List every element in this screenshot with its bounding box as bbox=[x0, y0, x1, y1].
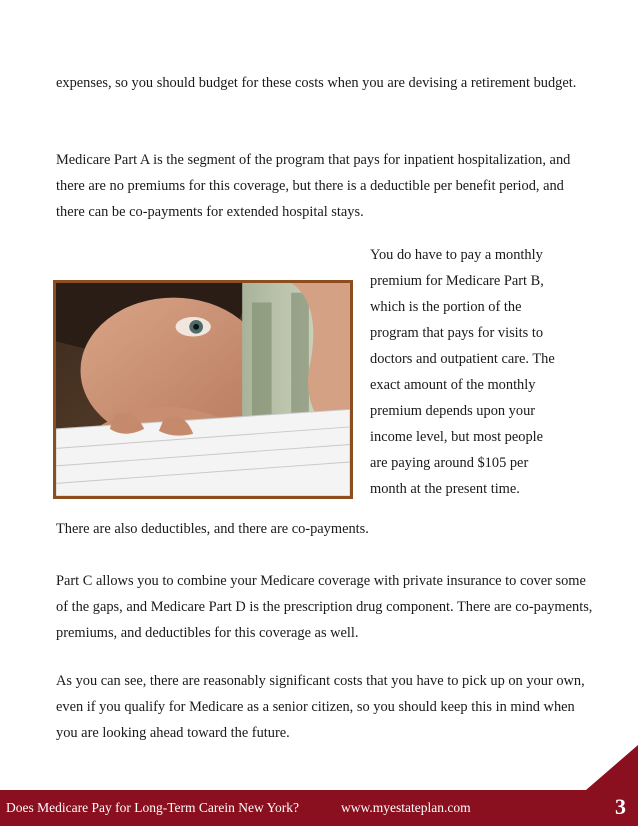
footer-corner-accent bbox=[586, 745, 638, 790]
text-line: income level, but most people bbox=[370, 429, 544, 445]
text-line: You do have to pay a monthly bbox=[370, 247, 543, 263]
footer-title: Does Medicare Pay for Long-Term Carein New York? bbox=[6, 800, 299, 815]
text-line: premium depends upon your bbox=[370, 403, 536, 419]
paragraph-medicare-part-a: Medicare Part A is the segment of the program that pays for inpatient hospitalization, and there are no premiums for this coverage, but there is a deductible per benefit period, and there can be co-payments for extended hospital stays. bbox=[56, 152, 571, 220]
text-line: program that pays for visits to bbox=[370, 325, 544, 341]
paragraph-deductibles: There are also deductibles, and there are co-payments. bbox=[56, 521, 369, 537]
page-number: 3 bbox=[615, 794, 626, 819]
text-line: doctors and outpatient care. The bbox=[370, 351, 555, 367]
paragraph-part-c-d: Part C allows you to combine your Medicare coverage with private insurance to cover some of the gaps, and Medicare Part D is the prescription drug component. There are co-payments, premiums, and deductibles for this coverage as well. bbox=[56, 573, 593, 641]
text-line: which is the portion of the bbox=[370, 299, 522, 315]
woman-with-bills-photo bbox=[53, 280, 353, 499]
footer-url[interactable]: www.myestateplan.com bbox=[341, 800, 471, 815]
text-line: month at the present time. bbox=[370, 481, 520, 497]
text-line: are paying around $105 per bbox=[370, 455, 529, 471]
text-line: exact amount of the monthly bbox=[370, 377, 536, 393]
text-line: premium for Medicare Part B, bbox=[370, 273, 544, 289]
paragraph-conclusion: As you can see, there are reasonably significant costs that you have to pick up on your own, even if you qualify for Medicare as a senior citizen, so you should keep this in mind when you are looking ahead toward the future. bbox=[56, 673, 585, 741]
paragraph-expenses: expenses, so you should budget for these costs when you are devising a retirement budget. bbox=[56, 75, 577, 91]
paragraph-medicare-part-b bbox=[370, 242, 600, 502]
